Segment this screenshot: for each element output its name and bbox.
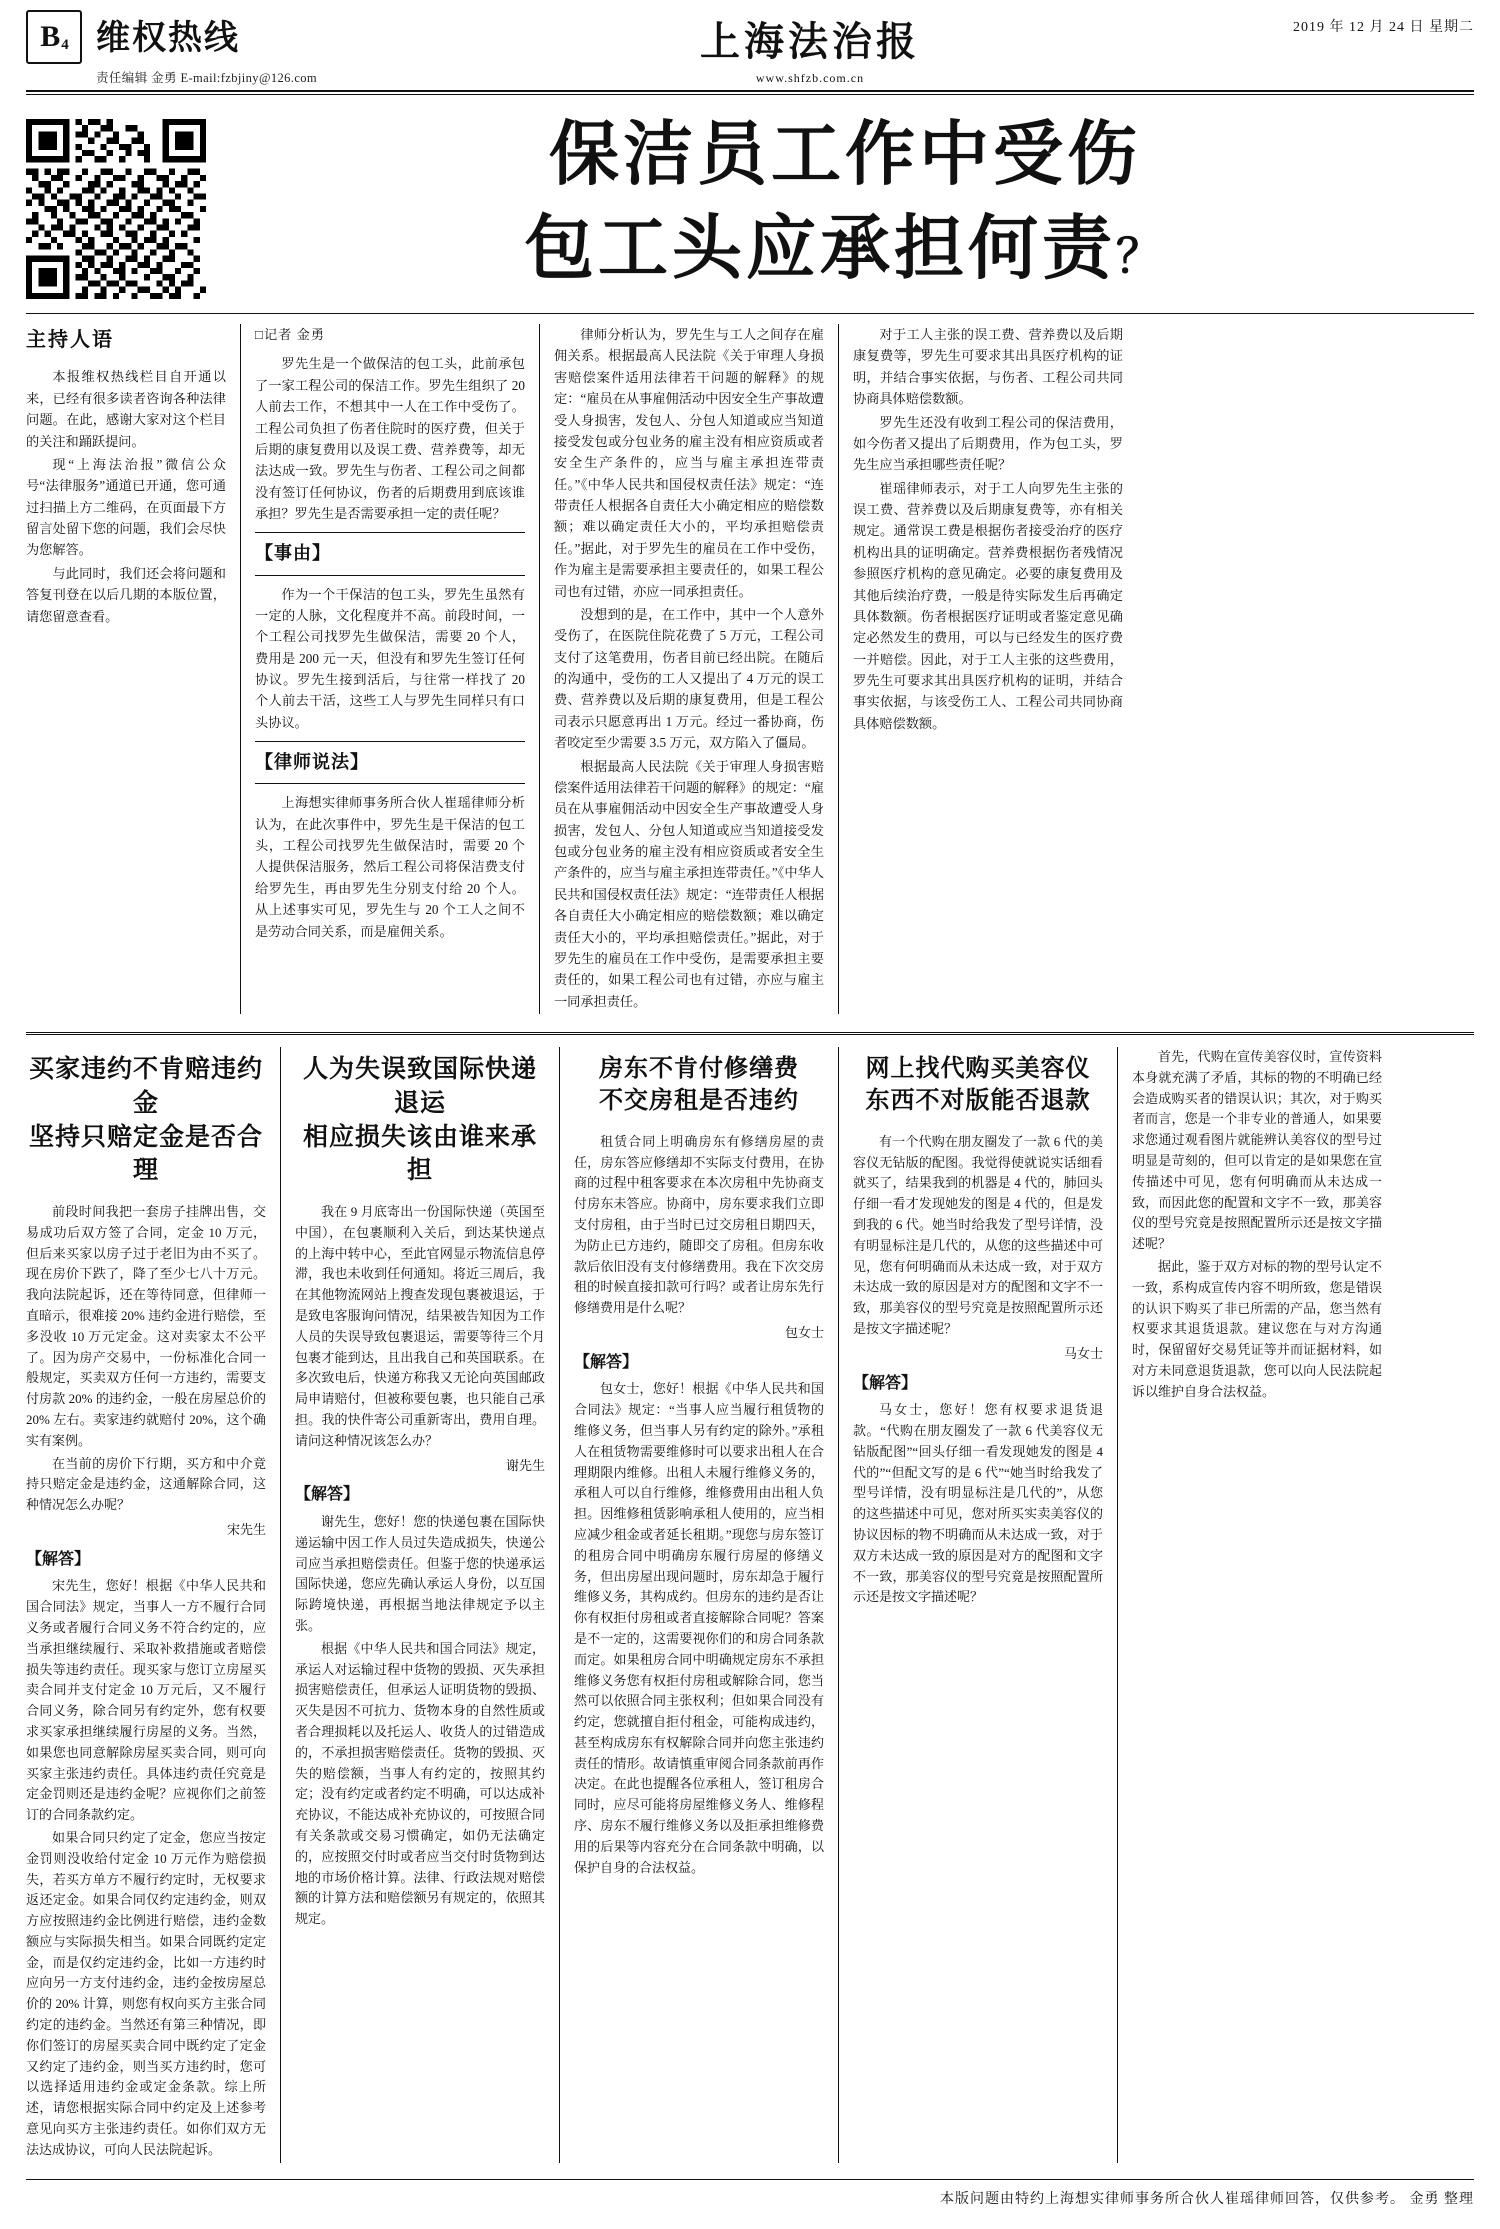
badge-number: 4 — [61, 36, 69, 53]
masthead-center — [446, 10, 1174, 86]
lawyer-p2: 根据最高人民法院《关于审理人身损害赔偿案件适用法律若干问题的解释》的规定：“雇员在从事雇佣活动中因安全生产事故遭受人身损害，发包人、分包人知道或应当知道接受发包或分包业务的雇主没有相应资质或者安全生产条件的，应当与雇主承担连带责任。”《中华人民共和国侵权责任法》规定：“连带责任人根据各自责任大小确定相应的赔偿数额；难以确定责任大小的，平均承担赔偿责任。”据此，对于罗先生的雇员在工作中受伤，是需要承担主要责任的，如果工程公司也有过错，亦应与雇主一同承担责任。 — [554, 758, 824, 1009]
paper-url[interactable]: www.shfzb.com.cn — [755, 71, 865, 85]
qa-item-3 — [560, 1047, 839, 2163]
qa-1-answer-label: 【解答】 — [26, 1550, 91, 1568]
paper-name: 上海法治报 — [700, 19, 920, 64]
qa-4-a-p2: 首先，代购在宣传美容仪时，宣传资料本身就充满了矛盾，其标的物的不明确已经会造成购买者的错误认识；其次，对于购买者而言，您是一个非专业的普通人，如果要求您通过观看图片就能辨认美容仪的型号过明显是苛刻的，但可以肯定的是如果您在宣传描述中可见，您有何明确而从未达成一致，而因此您的配置和文字不一致，那美容仪的型号究竟是按照配置所示还是按文字描述呢？ — [1132, 1049, 1382, 1252]
qa-4-title-line-2: 东西不对版能否退款 — [865, 1087, 1091, 1115]
section-label-reason: 【事由】 — [255, 543, 331, 564]
qa-4-title-line-1: 网上找代购买美容仪 — [865, 1055, 1091, 1082]
article-column-1 — [241, 324, 540, 1014]
host-column — [26, 324, 241, 1014]
reason-p1: 作为一个干保洁的包工头，罗先生虽然有一定的人脉，文化程度并不高。前段时间，一个工程公司找罗先生做保洁，需要 20 个人，费用是 200 元一天，但没有和罗先生签订任何协议。罗先生接到活后，与往常一样找了 20 个人前去干活，这些工人与罗先生同样只有口头协议。 — [255, 586, 525, 730]
qa-1-title-line-1: 买家违约不肯赔违约金 — [28, 1055, 263, 1117]
masthead-rule — [26, 90, 1474, 92]
headline-question-mark: ？ — [1116, 229, 1166, 282]
qa-2-a-p1: 谢先生，您好！您的快递包裹在国际快递运输中因工作人员过失造成损失，快递公司应当承担赔偿责任。但鉴于您的快递承运国际快递，您应先确认承运人身份，以互国际跨境快递，再根据当地法律规定予以主张。 — [295, 1513, 545, 1633]
qa-2-answer-label: 【解答】 — [295, 1486, 360, 1504]
reason-p3: 罗先生还没有收到工程公司的保洁费用，如今伤者又提出了后期费用，作为包工头，罗先生应当承担哪些责任呢？ — [853, 414, 1123, 473]
qa-1-q-p2: 在当前的房价下行期，买方和中介竟持只赔定金是违约金，这通解除合同，这种情况怎么办呢？ — [26, 1455, 266, 1513]
page-title — [206, 111, 1474, 299]
host-title: 主持人语 — [26, 329, 114, 351]
qa-item-3-continued — [839, 1047, 1118, 2163]
headline-area — [0, 95, 1500, 299]
article-column-3 — [839, 324, 1137, 1014]
qa-4-signature: 马女士 — [1063, 1345, 1103, 1361]
reason-p2: 没想到的是，在工作中，其中一个人意外受伤了，在医院住院花费了 5 万元，工程公司支付了这笔费用，伤者目前已经出院。在随后的沟通中，受伤的工人又提出了 4 万元的误工费、营养费以及后期的康复费用，但是工程公司表示只愿意再出 1 万元。经过一番协商，伤者咬定至少需要 3.5 万元，双方陷入了僵局。 — [554, 606, 824, 751]
host-p2: 现“上海法治报”微信公众号“法律服务”通道已开通，您可通过扫描上方二维码，在页面最下方留言处留下您的问题，我们会尽快为您解答。 — [26, 456, 226, 558]
qa-2-title-line-2: 相应损失该由谁来承担 — [302, 1122, 537, 1185]
qa-4-q-p1: 有一个代购在朋友圈发了一款 6 代的美容仪无钻版的配图。我觉得使就说实话细看就买了，结果我到的机器是 4 代的，肺回头仔细一看才发现她发的图是 4 代的，但是发到我的 6 代。她当时给我发了型号详情，没有明显标注是几代的，从您的这些描述中可见，您有何明确而从未达成一致，对于双方未达成一致的原因是对方的配图和文字不一致，那美容仪的型号究竟是按照配置所示还是按文字描述呢？ — [853, 1133, 1103, 1336]
qa-section — [0, 1035, 1500, 2163]
lawyer-p3: 崔瑶律师表示，对于工人向罗先生主张的误工费、营养费以及后期康复费等，亦有相关规定。通常误工费是根据伤者接受治疗的医疗机构出具的证明确定。营养费根据伤者残情况参照医疗机构的意见确定。必要的康复费用及其他后续治疗费，一般是待实际发生后再确定具体数额。伤者根据医疗证明或者鉴定意见确定必然发生的费用，可以与已经发生的医疗费一并赔偿。因此，对于工人主张的这些费用，罗先生可要求其出具医疗机构的证明，并结合事实依据，与该受伤工人、工程公司共同协商具体赔偿数额。 — [853, 480, 1123, 731]
section-title: 维权热线 — [96, 19, 240, 57]
qa-2-title-line-1: 人为失误致国际快递退运 — [302, 1055, 537, 1117]
lead-p1: 罗先生是一个做保洁的包工头，此前承包了一家工程公司的保洁工作。罗先生组织了 20 人前去工作，不想其中一人在工作中受伤了。工程公司负担了伤者住院时的医疗费，但关于后期的康复费用以及误工费、营养费等，却无法达成一致。罗先生与伤者、工程公司之间都没有签订任何协议，伤者的后期费用到底该谁承担？罗先生是否需要承担一定的责任呢？ — [255, 356, 525, 521]
qa-1-title — [26, 1053, 266, 1188]
article-column-2 — [540, 324, 839, 1014]
section-label-lawyer: 【律师说法】 — [255, 752, 369, 773]
qa-1-a-p1: 宋先生，您好！根据《中华人民共和国合同法》规定，当事人一方不履行合同义务或者履行合同义务不符合约定的，应当承担继续履行、采取补救措施或者赔偿损失等违约责任。现买家与您订立房屋买卖合同并支付定金 10 万元后，又不履行合同义务，除合同另有约定外，您有权要求买家承担继续履行房屋的义务。当然，如果您也同意解除房屋买卖合同，则可向买家主张违约责任。具体违约责任究竟是定金罚则还是违约金呢？应视你们之前签订的合同条款约定。 — [26, 1578, 266, 1823]
qa-4-title — [853, 1053, 1103, 1118]
qa-1-a-p2: 如果合同只约定了定金，您应当按定金罚则没收给付定金 10 万元作为赔偿损失，若买方单方不履行约定时，无权要求返还定金。如果合同仅约定违约金，则双方应按照违约金比例进行赔偿，违约金数额应与实际损失相当。如果合同既约定定金，而是仅约定违约金，比如一方违约时应向另一方支付违约金，违约金按房屋总价的 20% 计算，则您有权向买方主张合同约定的违约金。当然还有第三种情况，即你们签订的房屋买卖合同中既约定了定金又约定了违约金，则当买方违约时，您可以选择适用违约金或定金条款。综上所述，请您根据实际合同中约定及上述参考意见向买方主张违约责任。如你们双方无法达成协议，可向人民法院起诉。 — [26, 1829, 266, 2157]
article-byline: □记者 金勇 — [255, 327, 326, 342]
qa-2-a-p2: 根据《中华人民共和国合同法》规定，承运人对运输过程中货物的毁损、灭失承担损害赔偿责任，但承运人证明货物的毁损、灭失是因不可抗力、货物本身的自然性质或者合理损耗以及托运人、收货人的过错造成的，不承担损害赔偿责任。货物的毁损、灭失的赔偿额，当事人有约定的，按照其约定；没有约定或者约定不明确，可以达成补充协议，不能达成补充协议的，可按照合同有关条款或交易习惯确定，如仍无法确定的，应按照交付时或者应当交付时货物到达地的市场价格计算。法律、行政法规对赔偿额的计算方法和赔偿额另有规定的，依照其规定。 — [295, 1640, 545, 1927]
qa-item-1 — [26, 1047, 281, 2163]
headline-line-1: 保洁员工作中受伤 — [549, 115, 1141, 193]
qa-3-answer-label: 【解答】 — [574, 1353, 639, 1371]
qa-3-title-line-2: 不交房租是否违约 — [599, 1087, 799, 1115]
masthead-section — [96, 10, 317, 86]
top-article — [0, 314, 1500, 1014]
page-footer: 本版问题由特约上海想实律师事务所合伙人崔瑶律师回答，仅供参考。 金勇 整理 — [26, 2179, 1474, 2222]
section-heading-lawyer — [255, 741, 525, 784]
masthead-left — [26, 10, 446, 86]
qa-1-title-line-2: 坚持只赔定金是否合理 — [28, 1122, 263, 1185]
headline-line-2-text: 包工头应承担何责 — [524, 208, 1116, 287]
issue-date: 2019 年 12 月 24 日 星期二 — [1293, 20, 1474, 35]
qa-2-title — [295, 1053, 545, 1188]
qa-3-a-p1: 包女士，您好！根据《中华人民共和国合同法》规定：“当事人应当履行租赁物的维修义务，但当事人另有约定的除外。”承租人在租赁物需要维修时可以要求出租人在合理期限内维修。出租人未履行维修义务的，承租人可以自行维修，维修费用由出租人负担。因维修租赁影响承租人使用的，应当相应减少租金或者延长租期。”现您与房东签订的租房合同中明确房东履行房屋的修缮义务，但出房屋出现问题时，房东却急于履行维修义务，其构成约。但房东的违约是否让你有权拒付房租或者直接解除合同呢？答案是不一定的，这需要视你们的和房合同条款而定。如果租房合同中明确规定房东不承担维修义务您有权拒付房租或解除合同，您当然可以依照合同主张权利；但如果合同没有约定，您就擅自拒付租金，可能构成违约，甚至构成房东有权解除合同并向您主张违约责任的情形。故请慎重审阅合同条款前再作决定。在此也提醒各位承租人，签订租房合同时，应尽可能将房屋维修义务人、维修程序、房东不履行维修义务以及拒承担维修费用的后果等内容充分在合同条款中明确，以保护自身的合法权益。 — [574, 1381, 824, 1875]
qa-2-q-p1: 我在 9 月底寄出一份国际快递（英国至中国），在包裹顺利入关后，到达某快递点的上海中转中心，至此官网显示物流信息停滞，我也未收到任何通知。将近三周后，我在其他物流网站上搜查发现包裹被退运，于是致电客服询问情况，结果被告知因为工作人员的失误导致包裹退运，需要等待三个月包裹才能到达，且出我自己和英国联系。在多次致电后，快递方称我又无论向英国邮政局申请赔付，但被称要包裹，也只能自己承担。我的快件寄公司重新寄出，费用自理。请问这种情况该怎么办？ — [295, 1204, 545, 1448]
qa-1-q-p1: 前段时间我把一套房子挂牌出售，交易成功后双方签了合同，定金 10 万元，但后来买家以房子过于老旧为由不买了。现在房价下跌了，降了至少七八十万元。我向法院起诉，还在等待同意，但律师一直暗示，很难接 20% 违约金进行赔偿，至多没收 10 万元定金。这对卖家太不公平了。因为房产交易中，一份标准化合同一般规定，买卖双方任何一方违约，需要支付房款 20% 的违约金，一般在房屋总价的 20% 左右。卖家违约就赔付 20%，这个确实有案例。 — [26, 1204, 266, 1448]
qa-2-signature: 谢先生 — [505, 1457, 545, 1473]
editor-line: 责任编辑 金勇 E-mail:fzbjiny@126.com — [96, 71, 318, 85]
qr-code-icon[interactable] — [26, 119, 206, 299]
qa-item-2 — [281, 1047, 560, 2163]
qa-3-title-line-1: 房东不肯付修缮费 — [599, 1055, 799, 1082]
qa-3-title — [574, 1053, 824, 1118]
section-badge — [26, 10, 82, 64]
qa-3-signature: 包女士 — [784, 1324, 824, 1340]
host-p1: 本报维权热线栏目自开通以来，已经有很多读者咨询各种法律问题。在此，感谢大家对这个栏目的关注和踊跃提问。 — [26, 369, 226, 449]
qa-1-signature: 宋先生 — [226, 1521, 266, 1537]
lead-p2: 律师分析认为，罗先生与工人之间存在雇佣关系。根据最高人民法院《关于审理人身损害赔偿案件适用法律若干问题的解释》的规定：“雇员在从事雇佣活动中因安全生产事故遭受人身损害，发包人、分包人知道或应当知道接受发包或分包业务的雇主没有相应资质或者安全生产条件的，应当与雇主承担连带责任。”《中华人民共和国侵权责任法》规定：“连带责任人根据各自责任大小确定相应的赔偿数额；难以确定责任大小的，平均承担赔偿责任。”据此，对于罗先生的雇员在工作中受伤，作为雇主是需要承担主要责任的，如果工程公司也有过错，亦应一同承担责任。 — [554, 327, 824, 599]
qa-4-a-p3: 据此，鉴于双方对标的物的型号认定不一致，系构成宣传内容不明所致，您是错误的认识下购买了非已所需的产品，您当然有权要求其退货退款。建议您在与对方沟通时，保留留好交易凭证等并而证据材料，如对方未同意退货退款，您可以向人民法院起诉以维护自身合法权益。 — [1132, 1258, 1382, 1399]
lawyer-p1: 上海想实律师事务所合伙人崔瑶律师分析认为，在此次事件中，罗先生是干保洁的包工头，工程公司找罗先生做保洁时，需要 20 个人提供保洁服务，然后工程公司将保洁费支付给罗先生，再由罗先生分别支付给 20 个人。从上述事实可见，罗先生与 20 个工人之间不是劳动合同关系，而是雇佣关系。 — [255, 795, 525, 939]
lead-p3: 对于工人主张的误工费、营养费以及后期康复费等，罗先生可要求其出具医疗机构的证明，并结合事实依据，与伤者、工程公司共同协商具体赔偿数额。 — [853, 327, 1123, 407]
badge-letter: B — [40, 20, 61, 53]
headline-line-2 — [216, 205, 1474, 293]
qa-3-q-p1: 租赁合同上明确房东有修缮房屋的责任，房东答应修缮却不实际支付费用，在协商的过程中租客要求在本次房租中先协商支付房东未答应。协商中，房东要求我们立即支付房租，由于当时已过交房租日期四天，为防止已方违约，随即交了房租。但房东收款后依旧没有支付修缮费用。我在下次交房租的时候直接扣款可行吗？或者让房东先行修缮费用是什么呢？ — [574, 1133, 824, 1316]
qa-item-4-continued — [1118, 1047, 1382, 2163]
host-p3: 与此同时，我们还会将问题和答复刊登在以后几期的本版位置，请您留意查看。 — [26, 565, 226, 624]
section-heading-reason — [255, 532, 525, 575]
masthead — [0, 0, 1500, 86]
qa-4-answer-label: 【解答】 — [853, 1374, 918, 1392]
qa-4-a-p1: 马女士，您好！您有权要求退货退款。“代购在朋友圈发了一款 6 代美容仪无钻版配图”“回头仔细一看发现她发的图是 4 代的”“但配文写的是 6 代”“她当时给我发了型号详情，没有明显标注是几代的”，从您的这些描述中可见，您对所买实卖美容仪的协议因标的物不明确而从未达成一致，对于双方未达成一致的原因是对方的配图和文字不一致，那美容仪的型号究竟是按照配置所示还是按文字描述呢？ — [853, 1402, 1103, 1605]
